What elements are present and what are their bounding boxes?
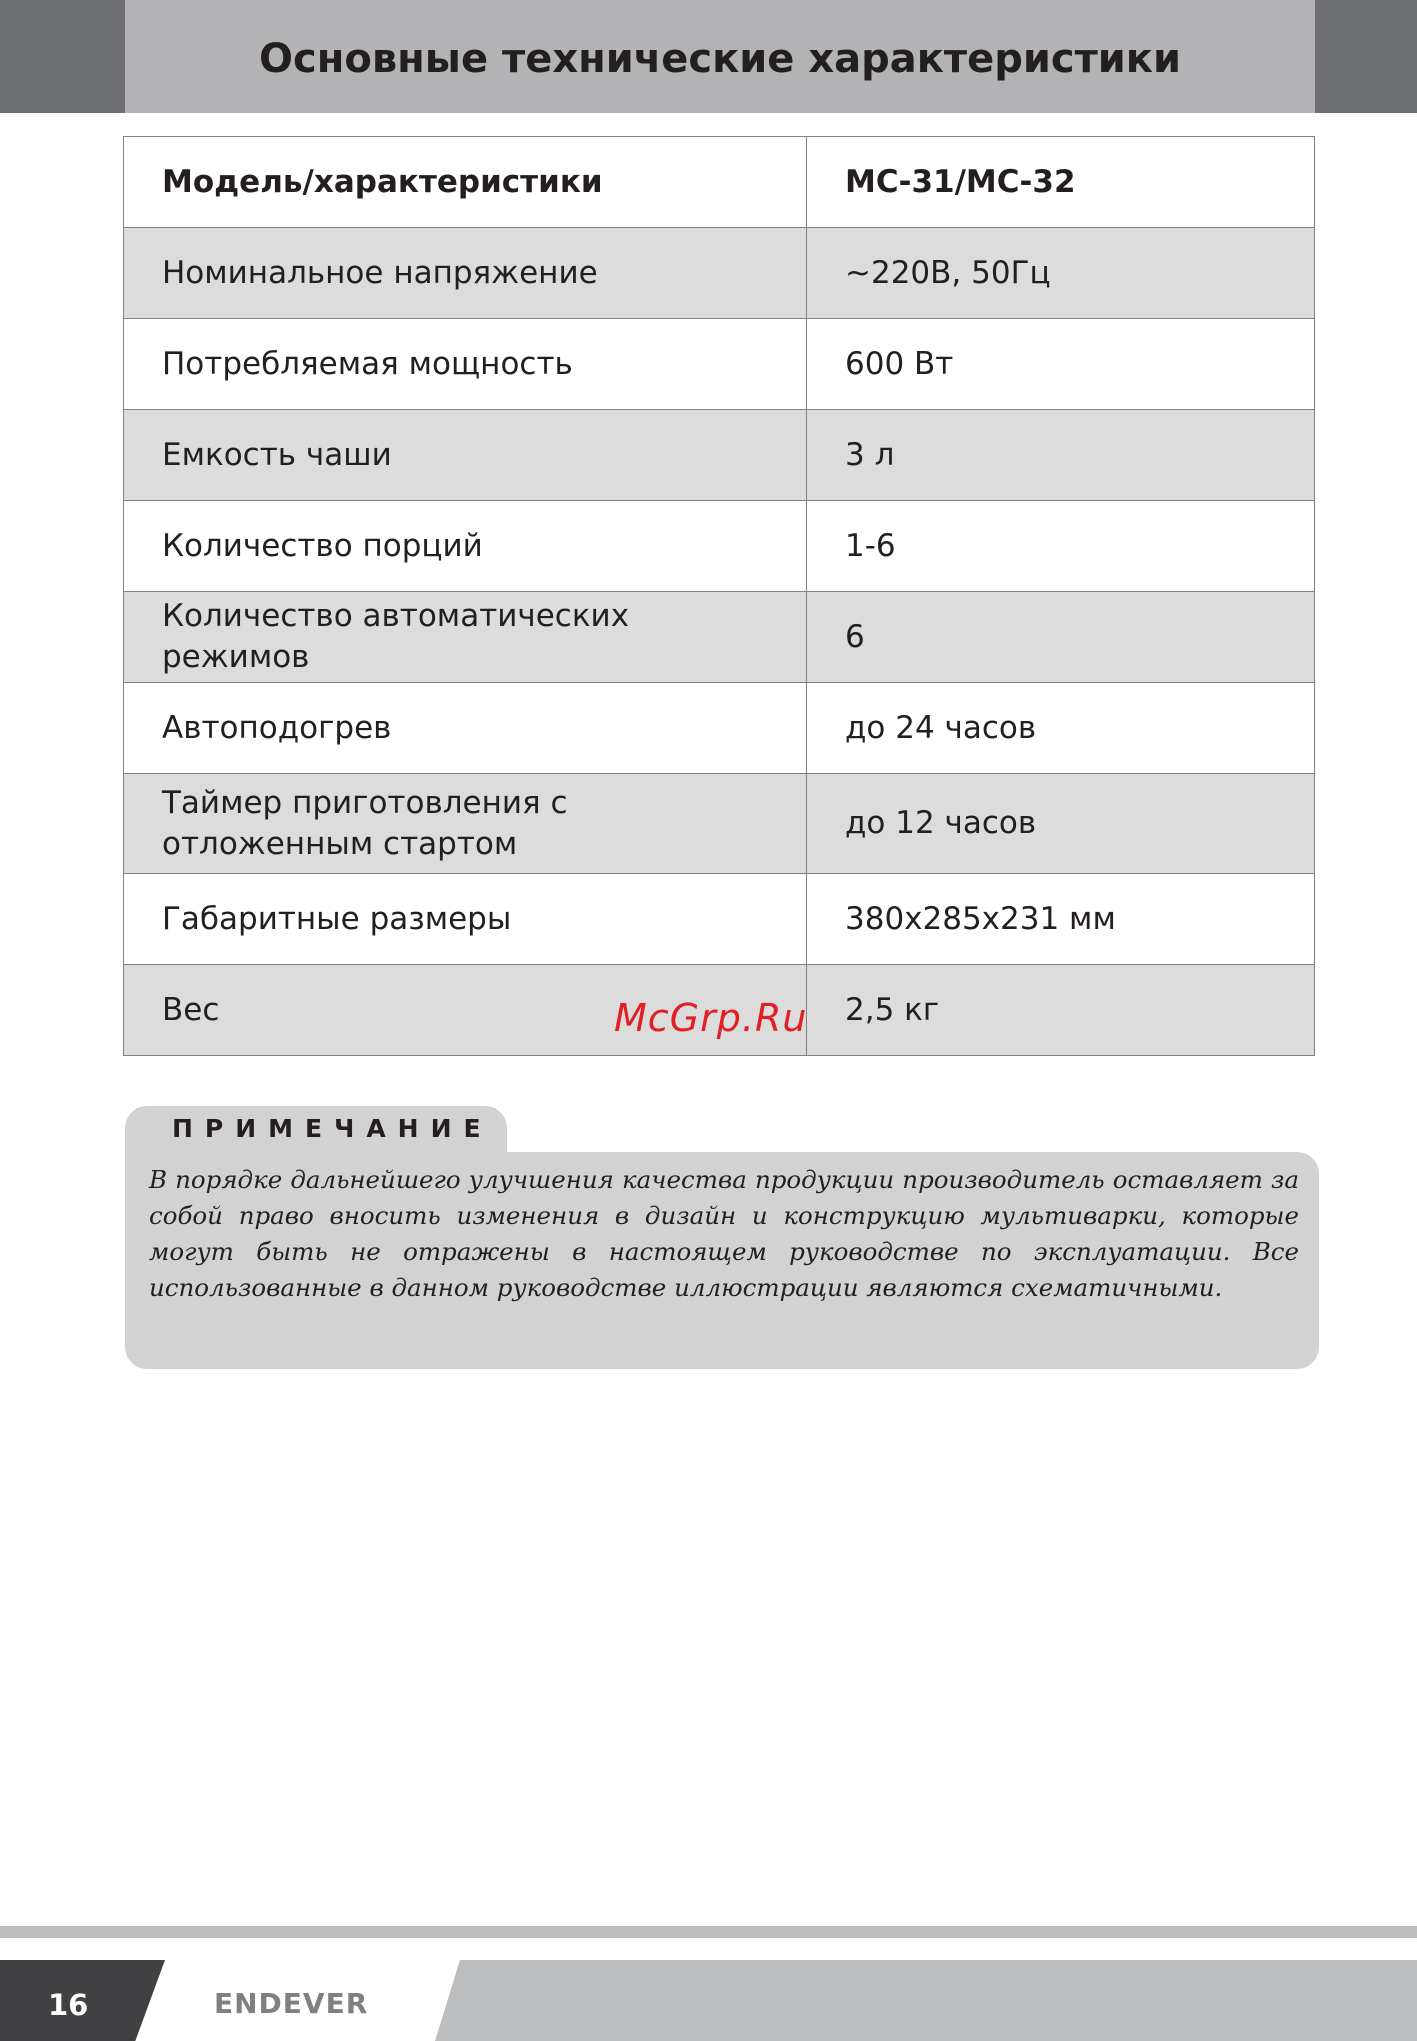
row-value: 1-6	[807, 501, 1315, 592]
row-label: Количество порций	[124, 501, 807, 592]
row-value: 6	[807, 592, 1315, 683]
watermark: McGrp.Ru	[614, 996, 808, 1040]
row-label: Таймер приготовления с отложенным стартом	[124, 774, 807, 874]
row-value: 2,5 кг	[807, 965, 1315, 1056]
row-value: 3 л	[807, 410, 1315, 501]
row-label: Габаритные размеры	[124, 874, 807, 965]
footer-bar	[435, 1960, 1417, 2041]
page-title: Основные технические характеристики	[259, 35, 1181, 82]
row-label: Емкость чаши	[124, 410, 807, 501]
table-row	[124, 501, 1315, 592]
table-header-label: Модель/характеристики	[124, 137, 807, 228]
table-row	[124, 410, 1315, 501]
brand-label: ENDEVER	[214, 1987, 369, 2020]
note-box	[125, 1152, 1319, 1369]
table-row	[124, 319, 1315, 410]
table-row	[124, 592, 1315, 683]
table-header-value: МС-31/МС-32	[807, 137, 1315, 228]
row-value: до 24 часов	[807, 683, 1315, 774]
row-label: Потребляемая мощность	[124, 319, 807, 410]
row-value: до 12 часов	[807, 774, 1315, 874]
note-title: ПРИМЕЧАНИЕ	[172, 1114, 493, 1143]
header-bar	[125, 0, 1315, 113]
table-row	[124, 683, 1315, 774]
footer-rule	[0, 1926, 1417, 1938]
header-right-block	[1315, 0, 1417, 113]
header-left-block	[0, 0, 125, 113]
row-label: Количество автоматических режимов	[124, 592, 807, 683]
table-header-row	[124, 137, 1315, 228]
row-label: Номинальное напряжение	[124, 228, 807, 319]
row-value: 600 Вт	[807, 319, 1315, 410]
spec-table	[123, 136, 1315, 1056]
row-label: Автоподогрев	[124, 683, 807, 774]
note-text: В порядке дальнейшего улучшения качества продукции производитель оставляет за собой право вносить изменения в дизайн и конструкцию мультиварки, которые могут быть не отражены в настоящем руководстве по эксплуатации. Все использованные в данном руководстве иллюстрации являются схематичными.	[149, 1165, 1299, 1302]
table-row	[124, 228, 1315, 319]
row-label: Вес	[124, 965, 807, 1056]
row-value: 380x285x231 мм	[807, 874, 1315, 965]
page-number: 16	[48, 1988, 89, 2022]
table-row	[124, 874, 1315, 965]
row-value: ~220В, 50Гц	[807, 228, 1315, 319]
table-row	[124, 774, 1315, 874]
